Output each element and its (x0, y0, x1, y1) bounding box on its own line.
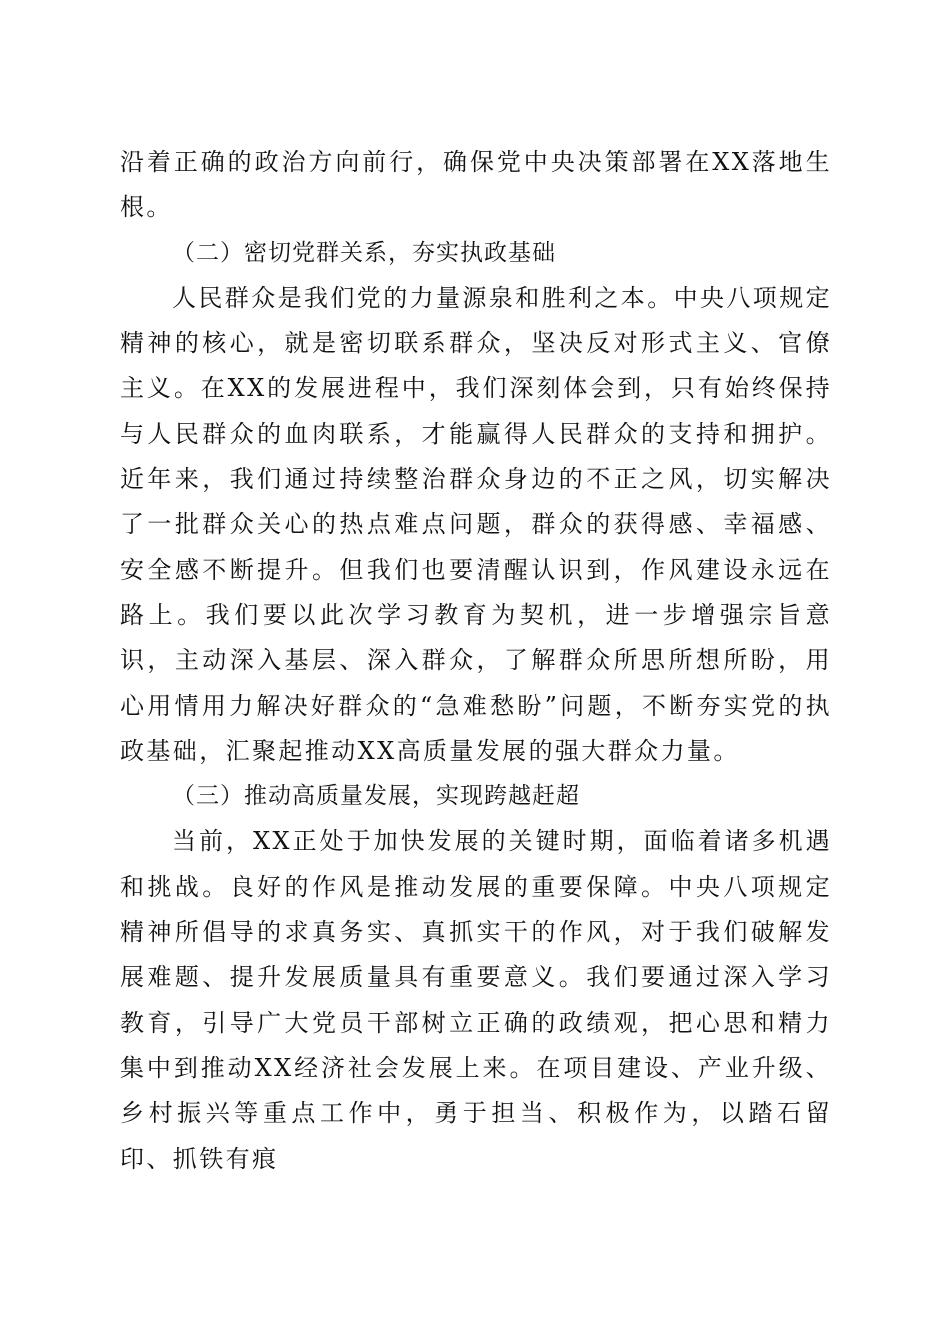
section-heading-2: （二）密切党群关系，夯实执政基础 (172, 239, 556, 266)
document-body (120, 140, 832, 1182)
paragraph-party-mass-relations: 人民群众是我们党的力量源泉和胜利之本。中央八项规定精神的核心，就是密切联系群众，坚决反对形式主义、官僚主义。在XX的发展进程中，我们深刻体会到，只有始终保持与人民群众的血肉联系，才能赢得人民群众的支持和拥护。近年来，我们通过持续整治群众身边的不正之风，切实解决了一批群众关心的热点难点问题，群众的获得感、幸福感、安全感不断提升。但我们也要清醒认识到，作风建设永远在路上。我们要以此次学习教育为契机，进一步增强宗旨意识，主动深入基层、深入群众，了解群众所思所想所盼，用心用情用力解决好群众的“急难愁盼”问题，不断夯实党的执政基础，汇聚起推动XX高质量发展的强大群众力量。 (120, 283, 832, 765)
paragraph-continuation: 沿着正确的政治方向前行，确保党中央决策部署在XX落地生根。 (120, 148, 832, 222)
paragraph-high-quality-development: 当前，XX正处于加快发展的关键时期，面临着诸多机遇和挑战。良好的作风是推动发展的重要保障。中央八项规定精神所倡导的求真务实、真抓实干的作风，对于我们破解发展难题、提升发展质量具有重要意义。我们要通过深入学习教育，引导广大党员干部树立正确的政绩观，把心思和精力集中到推动XX经济社会发展上来。在项目建设、产业升级、乡村振兴等重点工作中，勇于担当、积极作为，以踏石留印、抓铁有痕 (120, 827, 832, 1173)
section-heading-3: （三）推动高质量发展，实现跨越赶超 (172, 783, 580, 810)
